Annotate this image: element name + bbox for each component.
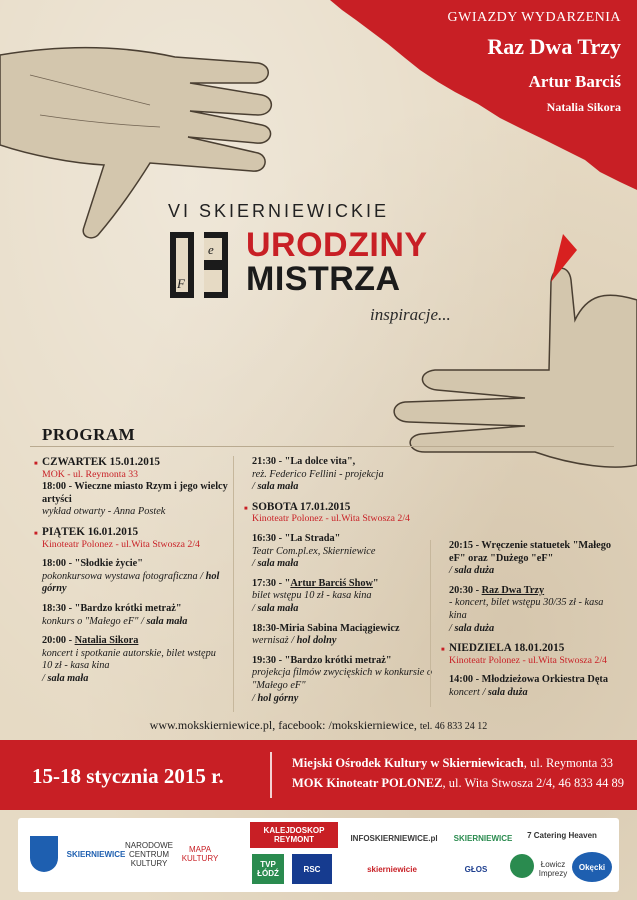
event-place-line: / sala mała xyxy=(252,602,299,614)
sponsor-logo: Okęcki xyxy=(572,852,612,882)
day-heading: ■ SOBOTA 17.01.2015 xyxy=(252,501,433,514)
event-performer: Artur Barciś Show xyxy=(290,577,373,589)
event-description: projekcja filmów zwycięskich w konkursie o "Małego eF" xyxy=(252,667,433,691)
event-place: sala mała xyxy=(257,558,299,570)
sponsor-logo: MAPA KULTURY xyxy=(181,845,219,863)
event-place: sala duża xyxy=(454,622,495,634)
program-heading: PROGRAM xyxy=(42,425,136,444)
event-place: sala duża xyxy=(487,686,528,698)
program-block xyxy=(437,585,618,635)
sponsor-logo: INFOSKIERNIEWICE.pl xyxy=(350,833,438,843)
event-title: 14:00 - Młodzieżowa Orkiestra Dęta xyxy=(449,674,608,686)
event-description: wernisaż / hol dolny xyxy=(252,635,337,647)
event-description: konkurs o "Małego eF" / sala mała xyxy=(42,615,188,627)
city-crest-icon xyxy=(30,836,58,872)
website-link[interactable]: www.mokskierniewice.pl, facebook: /mokskierniewice, xyxy=(149,718,417,732)
day-heading: ■ CZWARTEK 15.01.2015 xyxy=(42,456,228,469)
event-description-text: pokonkursowa wystawa fotograficzna xyxy=(42,570,198,582)
event-title: 18:00 - "Słodkie życie" xyxy=(42,558,143,570)
event-place: hol dolny xyxy=(296,635,337,647)
program-block xyxy=(240,533,433,571)
program-block xyxy=(240,501,433,526)
address-line-1 xyxy=(292,756,613,771)
program-block xyxy=(240,578,433,616)
event-title xyxy=(252,578,433,591)
sponsor-logo: Łowicz Imprezy xyxy=(538,860,568,878)
venue: Kinoteatr Polonez - ul.Wita Stwosza 2/4 xyxy=(252,513,410,525)
sponsor-logo: TVP ŁÓDŹ xyxy=(252,854,284,884)
event-title: 16:30 - "La Strada" xyxy=(252,532,341,544)
address-1-name: Miejski Ośrodek Kultury w Skierniewicach xyxy=(292,756,524,770)
event-description: Teatr Com.pl.ex, Skierniewice xyxy=(252,545,376,557)
phone-number: tel. 46 833 24 12 xyxy=(419,721,488,732)
day-heading: ■ PIĄTEK 16.01.2015 xyxy=(42,526,228,539)
festival-logo xyxy=(168,230,234,300)
event-title: 20:15 - Wręczenie statuetek "Małego eF" oraz "Dużego "eF" xyxy=(449,540,612,564)
address-2-rest: , ul. Wita Stwosza 2/4, 46 833 44 89 xyxy=(442,776,625,790)
venue: Kinoteatr Polonez - ul.Wita Stwosza 2/4 xyxy=(449,654,607,666)
program-block xyxy=(30,526,228,551)
event-time: 17:30 - " xyxy=(252,577,291,589)
event-description: - koncert, bilet wstępu 30/35 zł - kasa kina xyxy=(449,597,604,621)
program-block xyxy=(240,655,433,705)
sponsor-logo: 7 Catering Heaven xyxy=(527,830,597,840)
event-place: sala duża xyxy=(454,565,495,577)
event-performer: Natalia Sikora xyxy=(74,635,139,647)
event-title xyxy=(42,635,228,648)
venue: Kinoteatr Polonez - ul.Wita Stwosza 2/4 xyxy=(42,538,200,550)
event-place: hol górny xyxy=(42,570,220,595)
sponsor-logo: SKIERNIEWICE xyxy=(453,833,513,843)
event-title: 21:30 - "La dolce vita", xyxy=(252,456,356,467)
event-place-line: / sala mała xyxy=(42,672,89,684)
event-place: sala mała xyxy=(146,615,188,627)
program-block xyxy=(30,603,228,628)
program-column-1 xyxy=(30,456,228,693)
address-line-2 xyxy=(292,776,624,791)
event-place-line: / sala duża xyxy=(449,622,495,634)
sponsor-logo: skierniewicie xyxy=(367,864,417,874)
event-place: sala mała xyxy=(257,481,299,493)
program-column-3 xyxy=(430,540,618,707)
logo-letter-e: e xyxy=(208,242,214,257)
day-heading: ■ NIEDZIELA 18.01.2015 xyxy=(449,642,618,655)
event-description-text: koncert xyxy=(449,686,480,698)
stars-heading: GWIAZDY WYDARZENIA xyxy=(447,10,621,25)
sponsor-logo: GŁOS xyxy=(464,864,488,874)
event-description: koncert / sala duża xyxy=(449,686,528,698)
event-description: pokonkursowa wystawa fotograficzna / hol górny xyxy=(42,570,220,595)
event-place-line: / sala duża xyxy=(449,565,495,577)
sponsor-logo: SKIERNIEWICE xyxy=(66,849,126,859)
event-description-text: konkurs o "Małego eF" xyxy=(42,615,139,627)
venue: MOK - ul. Reymonta 33 xyxy=(42,468,139,480)
contact-line xyxy=(0,718,637,733)
stars-actor: Artur Barciś xyxy=(528,72,621,91)
event-place-line: / hol górny xyxy=(252,692,299,704)
event-place-line: / sala mała xyxy=(252,481,299,493)
program-column-2 xyxy=(233,456,433,712)
sponsor-logo: KALEJDOSKOP REYMONT xyxy=(250,822,338,848)
program-block xyxy=(240,623,433,648)
stars-block xyxy=(381,8,621,115)
event-description: wykład otwarty - Anna Postek xyxy=(42,506,166,518)
stars-second-guest: Natalia Sikora xyxy=(546,100,621,114)
sponsor-logo: RSC xyxy=(292,854,332,884)
logo-letter-f: F xyxy=(177,276,185,291)
sponsor-logos xyxy=(18,818,619,892)
event-description-text: wernisaż xyxy=(252,635,289,647)
festival-dates: 15-18 stycznia 2015 r. xyxy=(32,764,224,788)
event-place-line: / sala mała xyxy=(252,558,299,570)
program-block xyxy=(437,642,618,667)
program-block xyxy=(30,635,228,685)
event-place: sala mała xyxy=(257,602,299,614)
date-address-band xyxy=(0,740,637,810)
event-time: 20:30 - xyxy=(449,584,482,596)
program-block xyxy=(437,674,618,699)
event-place: sala mała xyxy=(47,672,89,684)
program-block xyxy=(30,456,228,519)
program-block xyxy=(30,558,228,596)
title-line-1: URODZINY xyxy=(246,226,428,264)
event-title: 18:00 - Wieczne miasto Rzym i jego wielcy artyści xyxy=(42,481,228,505)
event-place: hol górny xyxy=(257,692,299,704)
event-title xyxy=(449,585,618,598)
address-1-rest: , ul. Reymonta 33 xyxy=(523,756,613,770)
event-title: 18:30-Miria Sabina Maciągiewicz xyxy=(252,622,400,634)
event-title-end: " xyxy=(372,577,379,589)
address-2-name: MOK Kinoteatr POLONEZ xyxy=(292,776,443,790)
program-block xyxy=(437,540,618,578)
event-title: 18:30 - "Bardzo krótki metraż" xyxy=(42,602,182,614)
sponsor-logo: NARODOWE CENTRUM KULTURY xyxy=(125,840,173,868)
event-description: koncert i spotkanie autorskie, bilet wstępu 10 zł - kasa kina xyxy=(42,647,216,672)
event-time: 20:00 - xyxy=(42,635,75,647)
title-line-2: MISTRZA xyxy=(246,260,401,298)
sponsor-badge-icon xyxy=(510,854,534,878)
event-description: bilet wstępu 10 zł - kasa kina xyxy=(252,590,372,602)
tagline: inspiracje... xyxy=(370,305,451,324)
event-performer: Raz Dwa Trzy xyxy=(481,584,545,596)
program-block xyxy=(240,456,433,494)
band-divider xyxy=(270,752,272,798)
stars-main-event: Raz Dwa Trzy xyxy=(487,34,621,59)
edition-label: VI SKIERNIEWICKIE xyxy=(168,201,390,221)
event-title: 19:30 - "Bardzo krótki metraż" xyxy=(252,654,392,666)
event-description: reż. Federico Fellini - projekcja xyxy=(252,468,384,480)
program-divider xyxy=(30,446,614,447)
